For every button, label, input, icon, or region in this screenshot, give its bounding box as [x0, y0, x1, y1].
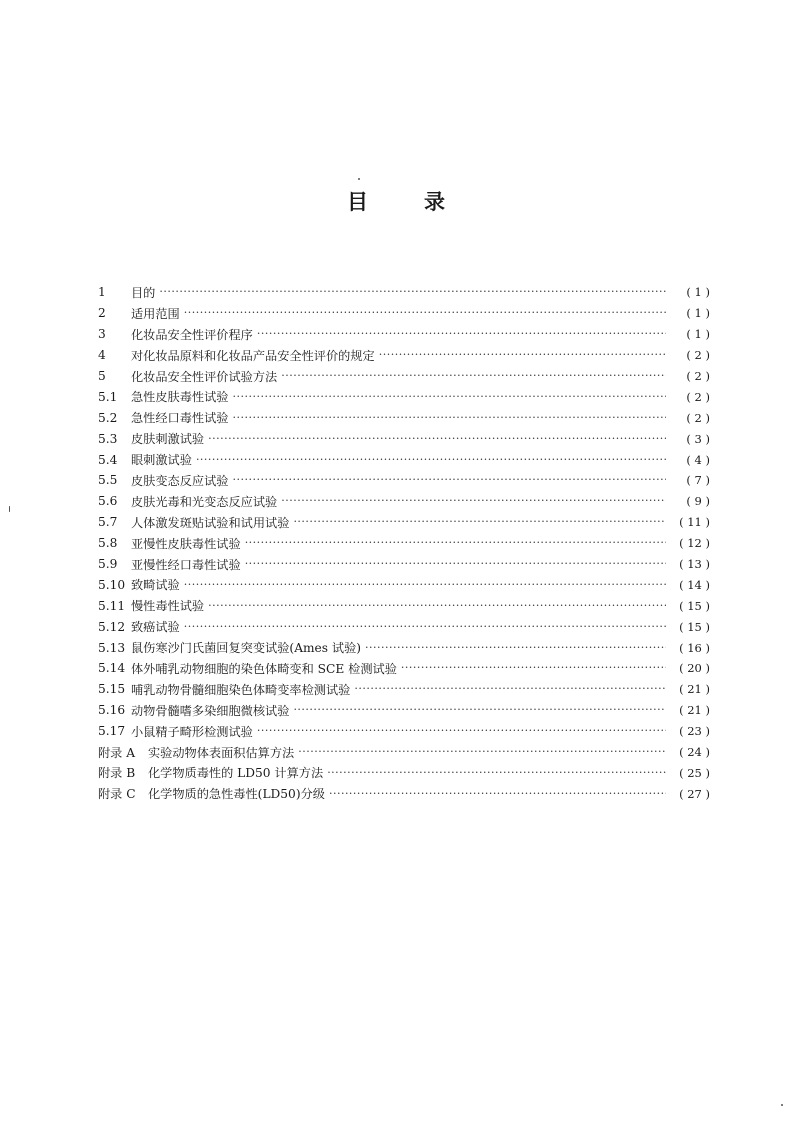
toc-entry-number: 5.1 — [98, 389, 118, 404]
toc-entry-title: 亚慢性经口毒性试验 — [131, 557, 241, 572]
dot-leader — [245, 535, 666, 549]
toc-entry — [98, 658, 710, 679]
toc-entry — [98, 783, 710, 804]
dot-leader — [257, 723, 666, 737]
toc-entry-title: 体外哺乳动物细胞的染色体畸变和 SCE 检测试验 — [131, 661, 397, 676]
dot-leader — [233, 410, 667, 424]
dot-leader — [293, 514, 666, 528]
toc-entry-page: ( 23 ) — [679, 724, 710, 739]
toc-entry-title: 致癌试验 — [131, 620, 180, 635]
toc-entry-page: ( 7 ) — [686, 473, 710, 488]
toc-entry — [98, 554, 710, 575]
toc-entry-title: 急性经口毒性试验 — [131, 411, 229, 426]
dot-leader — [327, 765, 666, 779]
toc-entry-page: ( 27 ) — [679, 786, 710, 801]
toc-entry — [98, 345, 710, 366]
toc-entry — [98, 470, 710, 491]
toc-entry-title: 致畸试验 — [131, 578, 180, 593]
toc-entry-number: 5.6 — [98, 494, 118, 509]
toc-entry-number: 5.14 — [98, 661, 126, 676]
toc-entry-title: 眼刺激试验 — [131, 453, 192, 468]
toc-entry-title: 皮肤光毒和光变态反应试验 — [131, 494, 278, 509]
toc-entry-title: 鼠伤寒沙门氏菌回复突变试验(Ames 试验) — [131, 641, 362, 656]
toc-entry-title: 慢性毒性试验 — [131, 599, 205, 614]
toc-entry-number: 5.4 — [98, 452, 118, 467]
scan-speck — [781, 1104, 783, 1106]
toc-entry — [98, 637, 710, 658]
toc-entry-number: 4 — [98, 348, 106, 363]
toc-entry-title: 目的 — [131, 285, 156, 300]
toc-entry-page: ( 21 ) — [679, 703, 710, 718]
toc-entry — [98, 428, 710, 449]
toc-entry-number: 5.17 — [98, 724, 126, 739]
toc-entry-title: 化学物质毒性的 LD50 计算方法 — [148, 766, 324, 781]
dot-leader — [245, 556, 666, 570]
toc-entry-page: ( 20 ) — [679, 661, 710, 676]
toc-entry — [98, 762, 710, 783]
toc-entry — [98, 407, 710, 428]
scan-speck — [9, 506, 10, 512]
title-char-1: 目 — [347, 190, 370, 214]
toc-entry — [98, 324, 710, 345]
toc-entry-title: 化妆品安全性评价程序 — [131, 327, 253, 342]
toc-entry-number: 5.10 — [98, 577, 126, 592]
dot-leader — [281, 493, 666, 507]
dot-leader — [233, 472, 667, 486]
toc-entry-page: ( 15 ) — [679, 598, 710, 613]
toc-entry — [98, 616, 710, 637]
toc-entry-title: 实验动物体表面积估算方法 — [148, 745, 295, 760]
toc-entry — [98, 595, 710, 616]
toc-entry-number: 5.16 — [98, 703, 126, 718]
toc-entry-number: 5.7 — [98, 515, 118, 530]
toc-entry — [98, 366, 710, 387]
dot-leader — [184, 577, 666, 591]
toc-entry-page: ( 12 ) — [679, 536, 710, 551]
toc-entry-number: 附录 B — [98, 766, 136, 781]
toc-entry — [98, 491, 710, 512]
toc-entry-number: 附录 C — [98, 787, 136, 802]
page-title — [0, 186, 794, 216]
toc-entry-page: ( 2 ) — [686, 389, 710, 404]
toc-entry-number: 5 — [98, 369, 106, 383]
toc-entry-page: ( 1 ) — [686, 306, 710, 321]
dot-leader — [329, 786, 666, 800]
toc-entry-title: 小鼠精子畸形检测试验 — [131, 724, 253, 739]
toc-entry-number: 5.3 — [98, 431, 118, 446]
toc-entry — [98, 303, 710, 324]
toc-entry-title: 人体激发斑贴试验和试用试验 — [131, 515, 290, 530]
table-of-contents — [98, 282, 710, 804]
toc-entry-number: 5.5 — [98, 473, 118, 488]
toc-entry-number: 5.12 — [98, 619, 126, 634]
toc-entry-number: 5.2 — [98, 410, 118, 425]
toc-entry-page: ( 14 ) — [679, 577, 710, 592]
toc-entry-title: 适用范围 — [131, 306, 180, 321]
toc-entry-number: 附录 A — [98, 745, 136, 760]
toc-entry-page: ( 2 ) — [686, 369, 710, 383]
dot-leader — [159, 284, 666, 298]
toc-entry — [98, 742, 710, 763]
dot-leader — [293, 702, 666, 716]
scan-speck — [358, 178, 360, 180]
toc-entry-number: 5.11 — [98, 598, 126, 613]
toc-entry-page: ( 2 ) — [686, 410, 710, 425]
toc-entry-title: 化妆品安全性评价试验方法 — [131, 369, 278, 384]
dot-leader — [184, 619, 666, 633]
toc-entry-title: 皮肤变态反应试验 — [131, 473, 229, 488]
title-char-2: 录 — [424, 190, 447, 214]
dot-leader — [298, 744, 666, 758]
dot-leader — [365, 640, 666, 654]
toc-entry-page: ( 11 ) — [679, 515, 710, 530]
toc-entry-page: ( 25 ) — [679, 765, 710, 780]
toc-entry-title: 化学物质的急性毒性(LD50)分级 — [148, 787, 325, 802]
toc-entry — [98, 512, 710, 533]
dot-leader — [281, 368, 666, 382]
dot-leader — [401, 660, 666, 674]
dot-leader — [379, 347, 666, 361]
toc-entry — [98, 700, 710, 721]
toc-entry-page: ( 16 ) — [679, 640, 710, 655]
toc-entry-title: 动物骨髓嗜多染细胞微核试验 — [131, 703, 290, 718]
toc-entry-title: 皮肤刺激试验 — [131, 432, 205, 447]
dot-leader — [354, 681, 666, 695]
toc-entry-title: 哺乳动物骨髓细胞染色体畸变率检测试验 — [131, 682, 351, 697]
toc-entry-page: ( 4 ) — [686, 452, 710, 467]
toc-entry-number: 2 — [98, 306, 106, 321]
toc-entry — [98, 721, 710, 742]
toc-entry-number: 5.13 — [98, 640, 126, 655]
toc-entry — [98, 449, 710, 470]
dot-leader — [208, 598, 666, 612]
toc-entry-number: 1 — [98, 285, 106, 300]
toc-entry-number: 3 — [98, 327, 106, 342]
toc-entry-page: ( 13 ) — [679, 557, 710, 572]
dot-leader — [184, 305, 666, 319]
toc-entry-page: ( 24 ) — [679, 745, 710, 760]
toc-entry-page: ( 1 ) — [686, 327, 710, 342]
toc-entry-title: 亚慢性皮肤毒性试验 — [131, 536, 241, 551]
toc-entry-number: 5.8 — [98, 536, 118, 551]
toc-entry-page: ( 9 ) — [686, 494, 710, 509]
toc-entry — [98, 386, 710, 407]
dot-leader — [196, 452, 666, 466]
toc-entry — [98, 574, 710, 595]
toc-entry-page: ( 21 ) — [679, 682, 710, 697]
toc-entry-page: ( 1 ) — [686, 285, 710, 300]
toc-entry-page: ( 3 ) — [686, 431, 710, 446]
dot-leader — [208, 431, 666, 445]
toc-entry-page: ( 2 ) — [686, 348, 710, 363]
toc-entry — [98, 533, 710, 554]
toc-entry-page: ( 15 ) — [679, 619, 710, 634]
dot-leader — [257, 326, 666, 340]
toc-entry-number: 5.9 — [98, 557, 118, 572]
toc-entry — [98, 282, 710, 303]
toc-entry — [98, 679, 710, 700]
toc-entry-title: 对化妆品原料和化妆品产品安全性评价的规定 — [131, 348, 375, 363]
toc-entry-title: 急性皮肤毒性试验 — [131, 390, 229, 405]
dot-leader — [233, 389, 667, 403]
toc-entry-number: 5.15 — [98, 682, 126, 697]
